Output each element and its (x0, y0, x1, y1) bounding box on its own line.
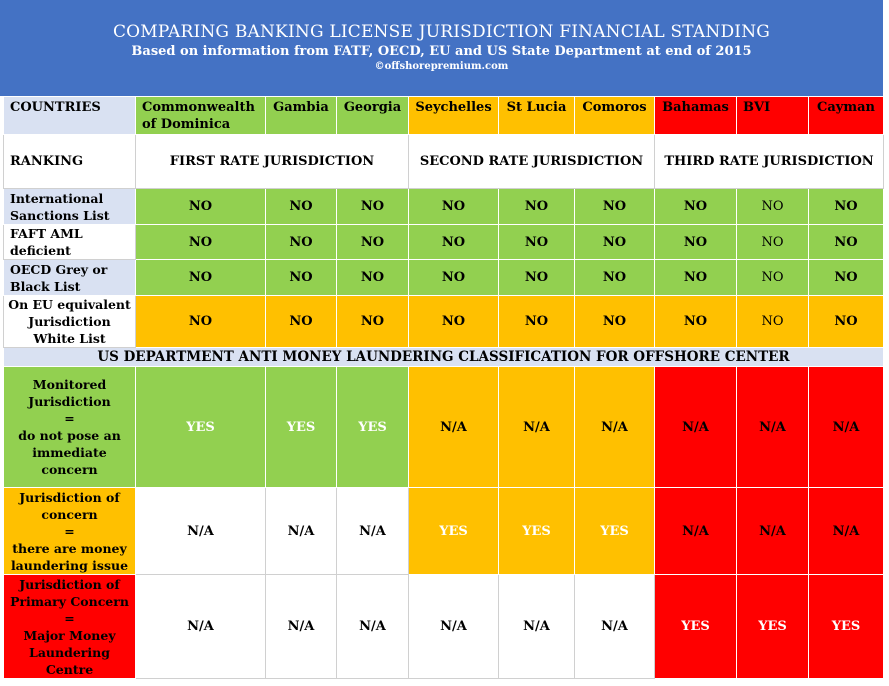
row-label-line: = (64, 523, 75, 539)
table-cell: NO (409, 260, 499, 296)
row-label-line: immediate (32, 445, 107, 460)
country-header: Bahamas (655, 97, 737, 135)
table-cell: N/A (266, 575, 337, 679)
country-header: Cayman (809, 97, 884, 135)
jurisdiction-comparison-table (3, 96, 884, 679)
row-label: On EU equivalent Jurisdiction White List (4, 296, 136, 348)
row-label: FAFT AML deficient (4, 225, 136, 260)
row-label (4, 488, 136, 575)
table-cell: NO (737, 189, 809, 225)
table-cell: YES (266, 367, 337, 488)
table-cell: NO (655, 296, 737, 348)
table-cell: N/A (136, 575, 266, 679)
table-cell: N/A (655, 367, 737, 488)
table-row (4, 488, 884, 575)
section-banner: US DEPARTMENT ANTI MONEY LAUNDERING CLASSIFICATION FOR OFFSHORE CENTER (4, 348, 884, 367)
row-label-line: = (64, 610, 75, 626)
table-cell: YES (737, 575, 809, 679)
table-cell: NO (499, 189, 575, 225)
ranking-row (4, 135, 884, 189)
row-label-line: concern (41, 506, 98, 522)
table-cell: NO (809, 260, 884, 296)
table-cell: NO (809, 296, 884, 348)
row-label-line: Centre (45, 661, 94, 677)
ranking-group: SECOND RATE JURISDICTION (409, 135, 655, 189)
table-cell: NO (499, 225, 575, 260)
row-label-line: do not pose an (18, 428, 121, 443)
table-subtitle: Based on information from FATF, OECD, EU and US State Department at end of 2015 (131, 44, 752, 59)
row-label (4, 575, 136, 679)
table-row (4, 260, 884, 296)
country-header: Gambia (266, 97, 337, 135)
table-cell: NO (337, 260, 409, 296)
country-header: Georgia (337, 97, 409, 135)
table-cell: NO (737, 225, 809, 260)
country-header: St Lucia (499, 97, 575, 135)
row-label: International Sanctions List (4, 189, 136, 225)
table-cell: N/A (337, 488, 409, 575)
table-cell: N/A (409, 367, 499, 488)
table-cell: NO (337, 225, 409, 260)
ranking-group: THIRD RATE JURISDICTION (655, 135, 884, 189)
table-cell: YES (575, 488, 655, 575)
ranking-group: FIRST RATE JURISDICTION (136, 135, 409, 189)
table-cell: NO (655, 260, 737, 296)
table-cell: YES (499, 488, 575, 575)
table-cell: NO (737, 260, 809, 296)
country-header: Seychelles (409, 97, 499, 135)
row-label-line: Jurisdiction of (19, 489, 120, 505)
country-header: Comoros (575, 97, 655, 135)
table-cell: N/A (809, 488, 884, 575)
table-cell: N/A (737, 367, 809, 488)
table-cell: NO (266, 260, 337, 296)
countries-row (4, 97, 884, 135)
table-cell: N/A (266, 488, 337, 575)
table-row (4, 575, 884, 679)
table-cell: YES (136, 367, 266, 488)
table-cell: NO (266, 189, 337, 225)
table-row (4, 367, 884, 488)
row-label-line: there are money (12, 540, 127, 556)
table-cell: N/A (499, 367, 575, 488)
row-label-line: laundering issue (10, 557, 129, 573)
table-cell: NO (136, 296, 266, 348)
row-label-line: Jurisdiction of (19, 576, 120, 592)
website-credit: ©offshorepremium.com (374, 61, 509, 72)
table-cell: NO (809, 189, 884, 225)
table-cell: NO (575, 296, 655, 348)
table-cell: NO (266, 296, 337, 348)
row-label-line: Primary Concern (10, 593, 129, 609)
row-label (4, 367, 136, 488)
row-label-line: concern (41, 462, 98, 477)
table-cell: NO (136, 225, 266, 260)
ranking-label: RANKING (4, 135, 136, 189)
table-cell: NO (737, 296, 809, 348)
row-label-line: Jurisdiction (28, 394, 111, 409)
table-title-banner (0, 0, 883, 96)
table-cell: N/A (655, 488, 737, 575)
table-row (4, 225, 884, 260)
table-cell: NO (266, 225, 337, 260)
section-banner-row (4, 348, 884, 367)
table-cell: NO (337, 189, 409, 225)
row-label-line: Laundering (29, 644, 110, 660)
table-cell: NO (575, 225, 655, 260)
table-cell: NO (575, 189, 655, 225)
table-cell: N/A (337, 575, 409, 679)
table-cell: NO (136, 189, 266, 225)
table-cell: NO (337, 296, 409, 348)
row-label-line: = (64, 411, 75, 426)
table-cell: N/A (737, 488, 809, 575)
row-label-line: Major Money (23, 627, 116, 643)
table-cell: NO (409, 296, 499, 348)
countries-label: COUNTRIES (4, 97, 136, 135)
table-cell: YES (409, 488, 499, 575)
table-row (4, 189, 884, 225)
row-label: OECD Grey or Black List (4, 260, 136, 296)
table-cell: NO (575, 260, 655, 296)
table-row (4, 296, 884, 348)
table-cell: N/A (499, 575, 575, 679)
table-cell: N/A (575, 575, 655, 679)
table-cell: YES (809, 575, 884, 679)
table-cell: NO (655, 225, 737, 260)
table-cell: N/A (136, 488, 266, 575)
table-cell: NO (499, 296, 575, 348)
table-cell: N/A (409, 575, 499, 679)
table-cell: YES (337, 367, 409, 488)
table-cell: NO (499, 260, 575, 296)
table-cell: NO (655, 189, 737, 225)
country-header: Commonwealth of Dominica (136, 97, 266, 135)
table-cell: NO (809, 225, 884, 260)
row-label-line: Monitored (32, 377, 107, 392)
table-cell: NO (409, 189, 499, 225)
table-title: COMPARING BANKING LICENSE JURISDICTION FINANCIAL STANDING (112, 22, 771, 42)
table-cell: N/A (809, 367, 884, 488)
table-cell: NO (136, 260, 266, 296)
table-cell: YES (655, 575, 737, 679)
table-cell: NO (409, 225, 499, 260)
country-header: BVI (737, 97, 809, 135)
table-cell: N/A (575, 367, 655, 488)
